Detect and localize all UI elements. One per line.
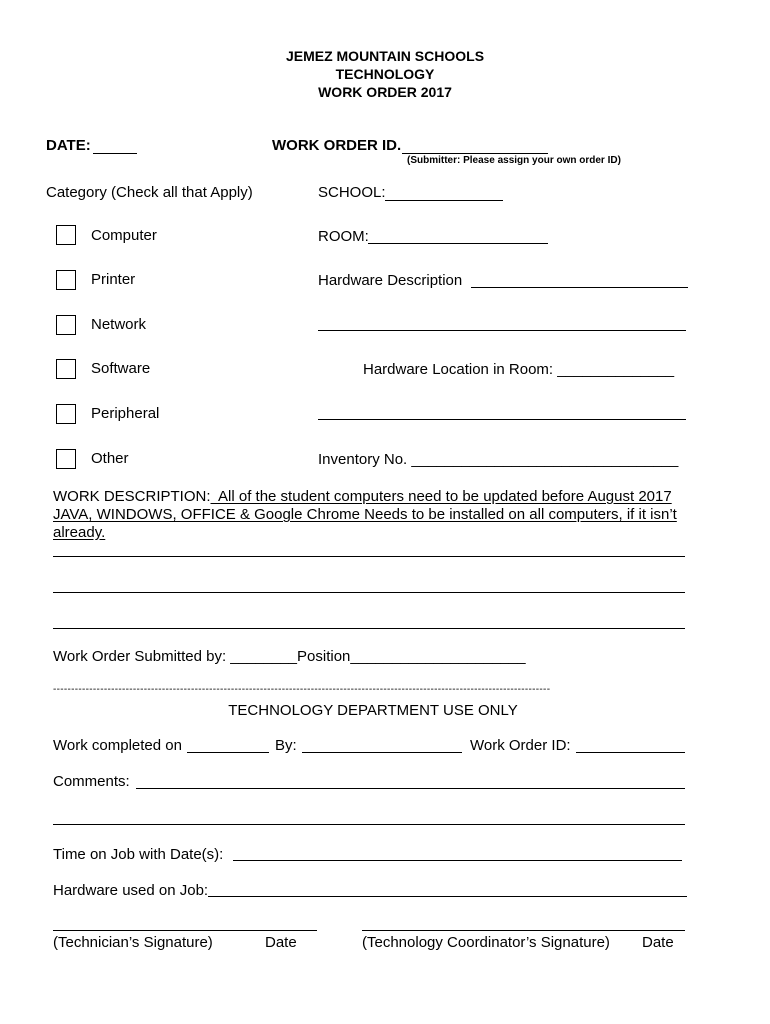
checkbox-printer[interactable] [56, 270, 76, 290]
coordinator-signature-label: (Technology Coordinator’s Signature) [362, 934, 610, 951]
comments-label: Comments: [53, 773, 130, 790]
work-completed-label: Work completed on [53, 737, 182, 754]
checkbox-network[interactable] [56, 315, 76, 335]
checkbox-other[interactable] [56, 449, 76, 469]
hardware-used-field[interactable] [208, 896, 687, 897]
work-description-line-1[interactable] [53, 488, 672, 505]
hardware-description-field-2[interactable] [318, 330, 686, 331]
work-description-text-2[interactable]: JAVA, WINDOWS, OFFICE & Google Chrome Needs to be installed on all computers, if it isn’t [53, 506, 677, 523]
submitter-note: (Submitter: Please assign your own order ID) [407, 155, 621, 166]
dept-work-order-id-label: Work Order ID: [470, 737, 571, 754]
separator-line: ----------------------------------------------------------------------------------------------------------------------------------------- [53, 684, 551, 695]
checkbox-computer[interactable] [56, 225, 76, 245]
by-field[interactable] [302, 752, 462, 753]
category-label-software: Software [91, 360, 151, 377]
coordinator-signature-line[interactable] [362, 930, 685, 931]
category-label-printer: Printer [91, 271, 136, 288]
technician-signature-label: (Technician’s Signature) [53, 934, 213, 951]
technician-date-label: Date [265, 934, 297, 951]
school-field[interactable] [385, 200, 503, 201]
time-on-job-label: Time on Job with Date(s): [53, 846, 224, 863]
work-description-blank-line-3[interactable] [53, 628, 685, 629]
category-label-computer: Computer [91, 227, 157, 244]
dept-work-order-id-field[interactable] [576, 752, 685, 753]
category-label-other: Other [91, 450, 129, 467]
comments-field-1[interactable] [136, 788, 685, 789]
hardware-description-field[interactable] [471, 287, 688, 288]
inventory-label: Inventory No. ________________________________ [318, 451, 679, 468]
work-order-id-label: WORK ORDER ID. [272, 137, 402, 154]
work-description-blank-line-2[interactable] [53, 592, 685, 593]
form-title-school: JEMEZ MOUNTAIN SCHOOLS [285, 48, 485, 64]
submitted-by-line[interactable]: Work Order Submitted by: ________Position_____________________ [53, 648, 526, 665]
form-title-work-order: WORK ORDER 2017 [318, 84, 452, 100]
school-label: SCHOOL: [318, 184, 386, 201]
date-field[interactable] [93, 153, 137, 154]
hardware-location-field-2[interactable] [318, 419, 686, 420]
hardware-location-label: Hardware Location in Room: ______________ [363, 361, 675, 378]
category-label-network: Network [91, 316, 147, 333]
comments-field-2[interactable] [53, 824, 685, 825]
work-description-blank-line-1[interactable] [53, 556, 685, 557]
category-label-peripheral: Peripheral [91, 405, 160, 422]
category-heading: Category (Check all that Apply) [46, 184, 253, 201]
date-label: DATE: [46, 137, 91, 154]
checkbox-software[interactable] [56, 359, 76, 379]
hardware-description-label: Hardware Description [318, 272, 463, 289]
checkbox-peripheral[interactable] [56, 404, 76, 424]
room-field[interactable] [368, 243, 548, 244]
technician-signature-line[interactable] [53, 930, 317, 931]
work-completed-field[interactable] [187, 752, 269, 753]
coordinator-date-label: Date [642, 934, 674, 951]
form-title-department: TECHNOLOGY [335, 66, 435, 82]
work-description-label: WORK DESCRIPTION: [53, 488, 211, 505]
by-label: By: [275, 737, 297, 754]
work-description-text-1: All of the student computers need to be updated before August 2017 [210, 488, 672, 505]
room-label: ROOM: [318, 228, 369, 245]
work-description-text-3[interactable]: already. [53, 524, 106, 541]
work-order-id-field[interactable] [402, 153, 548, 154]
hardware-used-label: Hardware used on Job: [53, 882, 209, 899]
department-use-heading: TECHNOLOGY DEPARTMENT USE ONLY [228, 702, 518, 719]
time-on-job-field[interactable] [233, 860, 682, 861]
